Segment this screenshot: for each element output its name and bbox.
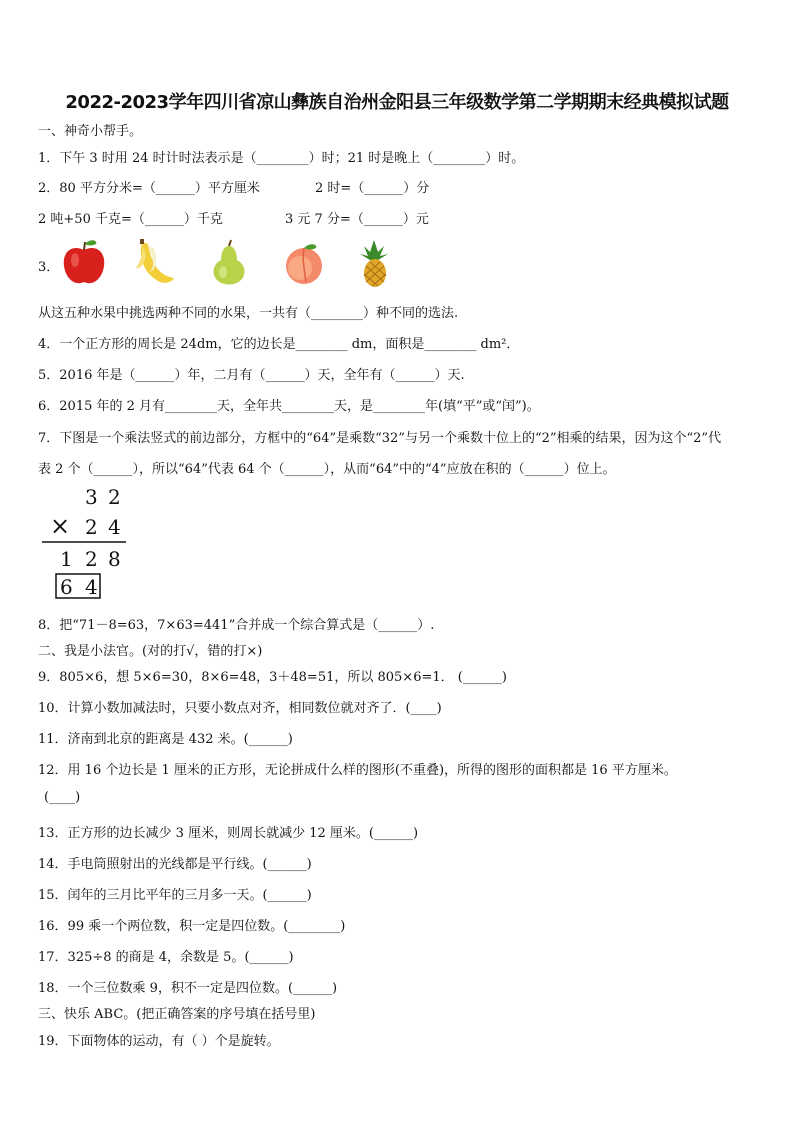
page-title: 2022-2023学年四川省凉山彝族自治州金阳县三年级数学第二学期期末经典模拟试题 <box>65 92 729 113</box>
question-12-line-2: (____) <box>44 790 81 805</box>
apple-icon <box>60 238 108 288</box>
question-14: 14．手电筒照射出的光线都是平行线。(______) <box>38 857 312 872</box>
question-5: 5．2016 年是（______）年，二月有（______）天，全年有（______）天. <box>38 368 465 383</box>
peach-icon <box>280 238 328 288</box>
digit-2: 2 <box>85 547 98 571</box>
banana-icon <box>130 238 178 288</box>
question-17: 17．325÷8 的商是 4，余数是 5。(______) <box>38 950 294 965</box>
digit-2: 2 <box>108 485 121 509</box>
digit-8: 8 <box>108 547 121 571</box>
question-11: 11．济南到北京的距离是 432 米。(______) <box>38 732 293 747</box>
question-3-number: 3． <box>38 260 60 275</box>
question-9: 9．805×6，想 5×6=30，8×6=48，3＋48=51，所以 805×6=1． (______) <box>38 670 507 685</box>
question-19: 19．下面物体的运动，有（ ）个是旋转。 <box>38 1034 280 1049</box>
question-2b: 2 时=（______）分 <box>315 181 430 196</box>
digit-4: 4 <box>85 575 98 599</box>
multiply-sign: × <box>50 512 71 540</box>
question-7-line-1: 7．下图是一个乘法竖式的前边部分，方框中的“64”是乘数“32”与另一个乘数十位上的“2”相乘的结果，因为这个“2”代 <box>38 431 722 446</box>
question-7-line-2: 表 2 个（______），所以“64”代表 64 个（______），从而“64”中的“4”应放在积的（______）位上。 <box>38 462 616 477</box>
question-2a: 2．80 平方分米=（______）平方厘米 <box>38 181 260 196</box>
digit-2: 2 <box>85 515 98 539</box>
question-18: 18．一个三位数乘 9，积不一定是四位数。(______) <box>38 981 338 996</box>
section-heading-3: 三、快乐 ABC。(把正确答案的序号填在括号里) <box>38 1007 316 1022</box>
pineapple-icon <box>350 238 398 288</box>
question-10: 10．计算小数加减法时，只要小数点对齐，相同数位就对齐了．(____) <box>38 701 442 716</box>
question-13: 13．正方形的边长减少 3 厘米，则周长就减少 12 厘米。(______) <box>38 826 419 841</box>
digit-4: 4 <box>108 515 121 539</box>
question-16: 16．99 乘一个两位数，积一定是四位数。(________) <box>38 919 346 934</box>
question-1: 1．下午 3 时用 24 时计时法表示是（________）时；21 时是晚上（________）时。 <box>38 151 525 166</box>
question-15: 15．闰年的三月比平年的三月多一天。(______) <box>38 888 312 903</box>
digit-6: 6 <box>60 575 73 599</box>
question-4: 4．一个正方形的周长是 24dm，它的边长是________ dm，面积是________ dm²． <box>38 337 520 352</box>
digit-3: 3 <box>85 485 98 509</box>
question-8: 8．把“71－8=63，7×63=441”合并成一个综合算式是（______）. <box>38 618 435 633</box>
question-6: 6．2015 年的 2 月有________天，全年共________天，是________年(填“平”或“闰”)。 <box>38 399 540 414</box>
question-2d: 3 元 7 分=（______）元 <box>285 212 429 227</box>
question-12-line-1: 12．用 16 个边长是 1 厘米的正方形，无论拼成什么样的图形(不重叠)，所得的图形的面积都是 16 平方厘米。 <box>38 763 677 778</box>
question-3-text: 从这五种水果中挑选两种不同的水果，一共有（________）种不同的选法. <box>38 306 459 321</box>
section-heading-1: 一、神奇小帮手。 <box>38 124 143 139</box>
digit-1: 1 <box>60 547 73 571</box>
pear-icon <box>205 238 253 288</box>
section-heading-2: 二、我是小法官。(对的打√，错的打×) <box>38 644 263 659</box>
question-2c: 2 吨+50 千克=（______）千克 <box>38 212 223 227</box>
multiplication-figure <box>40 482 130 602</box>
